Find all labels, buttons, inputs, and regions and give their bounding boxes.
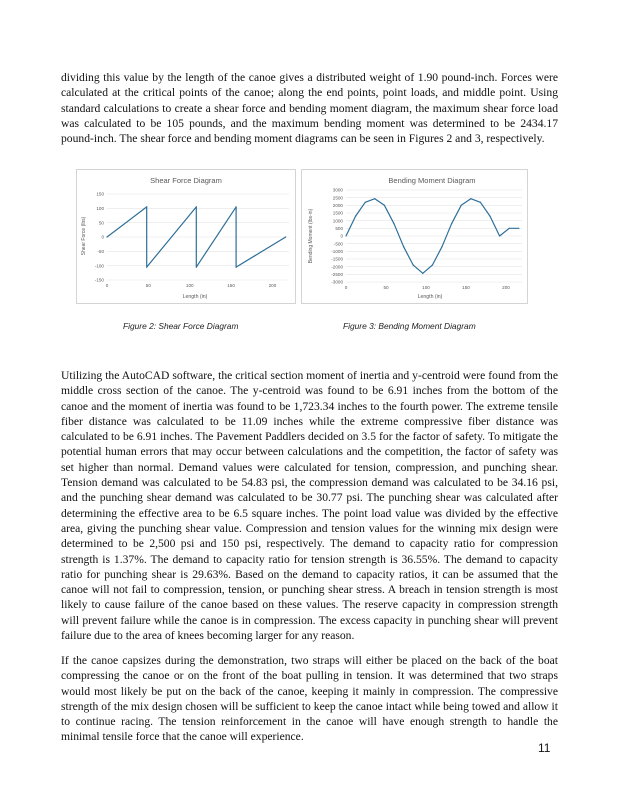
page-number: 11 — [538, 741, 551, 755]
bending-data-point — [470, 198, 471, 199]
bending-data-point — [393, 223, 394, 224]
bending-y-tick-label: -2500 — [331, 272, 343, 278]
shear-data-point — [106, 236, 107, 237]
bending-y-tick-label: 1500 — [332, 210, 343, 216]
bending-data-point — [499, 235, 500, 236]
shear-force-chart — [76, 169, 296, 304]
shear-data-point — [146, 206, 147, 207]
shear-y-axis-label: Shear Force (lbs) — [81, 216, 87, 256]
bending-data-point — [374, 198, 375, 199]
bending-x-tick-label: 200 — [502, 285, 510, 290]
shear-x-tick-label: 0 — [105, 283, 109, 288]
bending-y-tick-label: 1000 — [332, 218, 343, 224]
shear-x-tick-label: 150 — [227, 283, 235, 288]
shear-x-axis-label: Length (in) — [182, 294, 208, 300]
figure-2-caption: Figure 2: Shear Force Diagram — [123, 321, 239, 331]
paragraph-intro: dividing this value by the length of the canoe gives a distributed weight of 1.90 pound-inch. Forces were calculated at the critical points of the canoe; along the end points, point loads, and middle point. Using standard calculations to create a shear force and bending moment diagram, the maximum shear force load was calculated to be 105 pounds, and the maximum bending moment was determined to be 2434.17 pound-inch. The shear force and bending moment diagrams can be seen in Figures 2 and 3, respectively. — [61, 71, 558, 146]
shear-data-point — [196, 206, 197, 207]
bending-x-tick-label: 150 — [462, 285, 470, 290]
bending-x-tick-label: 50 — [383, 285, 389, 290]
shear-y-tick-label: 100 — [96, 206, 104, 212]
bending-data-point — [461, 205, 462, 206]
bending-y-tick-label: -500 — [333, 241, 343, 247]
shear-x-tick-label: 100 — [185, 283, 194, 288]
bending-x-tick-label: 0 — [344, 285, 348, 290]
shear-data-point — [146, 267, 147, 268]
bending-moment-plot — [302, 170, 527, 303]
shear-y-tick-label: 0 — [101, 234, 104, 240]
bending-data-point — [345, 235, 346, 236]
shear-y-tick-label: -150 — [94, 277, 104, 283]
bending-y-tick-label: -1500 — [331, 256, 343, 262]
bending-y-axis-label: Bending Moment (lbs-in) — [308, 208, 314, 264]
bending-y-tick-label: 500 — [335, 226, 343, 232]
shear-x-tick-label: 200 — [268, 283, 277, 288]
shear-data-point — [235, 267, 236, 268]
shear-x-tick-label: 50 — [145, 283, 151, 288]
bending-data-point — [489, 215, 490, 216]
bending-x-tick-label: 100 — [422, 285, 430, 290]
bending-data-point — [451, 223, 452, 224]
shear-data-point — [285, 236, 286, 237]
shear-y-tick-label: 50 — [98, 220, 104, 226]
bending-data-point — [413, 265, 414, 266]
bending-chart-title: Bending Moment Diagram — [388, 176, 476, 185]
bending-y-tick-label: 0 — [340, 233, 343, 239]
bending-y-tick-label: 2000 — [332, 203, 343, 209]
paragraph-analysis: Utilizing the AutoCAD software, the critical section moment of inertia and y-centroid were found from the middle cross section of the canoe. The y-centroid was found to be 6.91 inches from the bottom of the canoe and the moment of inertia was found to be 1,723.34 inches to the fourth power. The extreme tensile fiber distance was calculated to be 11.09 inches while the extreme compressive fiber distance was calculated to be 6.91 inches. The Pavement Paddlers decided on 3.5 for the factor of safety. To mitigate the potential human errors that may occur between calculations and the competition, the factor of safety was set higher than normal. Demand values were calculated for tension, compression, and punching shear. Tension demand was calculated to be 54.83 psi, the compression demand was calculated to be 34.16 psi, and the punching shear demand was calculated to be 30.77 psi. The punching shear was calculated after determining the effective area to be 6.5 square inches. The point load value was divided by the effective area, giving the punching shear value. Compression and tension values for the winning mix design were determined to be 2,500 psi and 150 psi, respectively. The demand to capacity ratio for compression strength is 1.37%. The demand to capacity ratio for tension strength is 36.55%. The demand to capacity ratio for punching shear is 29.63%. Based on the demand to capacity ratios, it can be assumed that the canoe will not fail to compression, tension, or punching shear stress. A breach in tension strength is most likely to cause failure of the canoe based on these values. The reserve capacity in compression strength will prevent failure while the canoe is in compression. The excess capacity in punching shear will prevent failure due to the area of knees becoming larger for any reason. — [61, 369, 558, 643]
shear-y-tick-label: -50 — [97, 249, 104, 255]
bending-data-point — [480, 202, 481, 203]
figure-3-caption: Figure 3: Bending Moment Diagram — [343, 321, 476, 331]
bending-data-point — [518, 228, 519, 229]
bending-x-axis-label: Length (in) — [417, 294, 443, 300]
shear-force-plot — [77, 170, 295, 303]
bending-y-tick-label: -2000 — [331, 264, 343, 270]
shear-chart-title: Shear Force Diagram — [150, 176, 222, 185]
shear-data-point — [235, 206, 236, 207]
bending-data-point — [403, 246, 404, 247]
bending-data-point — [432, 265, 433, 266]
bending-moment-chart — [301, 169, 528, 304]
paragraph-capsize: If the canoe capsizes during the demonstration, two straps will either be placed on the back of the boat compressing the canoe or on the front of the boat pulling in tension. It was determined that two straps would most likely be put on the back of the canoe, keeping it mainly in compression. The compressive strength of the mix design chosen will be sufficient to keep the canoe intact while being towed and allow it to continue racing. The tension reinforcement in the canoe will have enough strength to handle the minimal tensile force that the canoe will experience. — [61, 654, 558, 744]
bending-y-tick-label: 3000 — [332, 187, 343, 193]
bending-data-point — [365, 202, 366, 203]
shear-y-tick-label: -100 — [94, 263, 104, 269]
bending-data-point — [441, 246, 442, 247]
bending-y-tick-label: -1000 — [331, 249, 343, 255]
bending-y-tick-label: 2500 — [332, 195, 343, 201]
shear-data-point — [196, 267, 197, 268]
bending-data-point — [422, 273, 423, 274]
bending-data-point — [509, 228, 510, 229]
bending-data-point — [384, 205, 385, 206]
bending-data-point — [355, 215, 356, 216]
bending-y-tick-label: -3000 — [331, 279, 343, 285]
shear-y-tick-label: 150 — [96, 191, 104, 197]
